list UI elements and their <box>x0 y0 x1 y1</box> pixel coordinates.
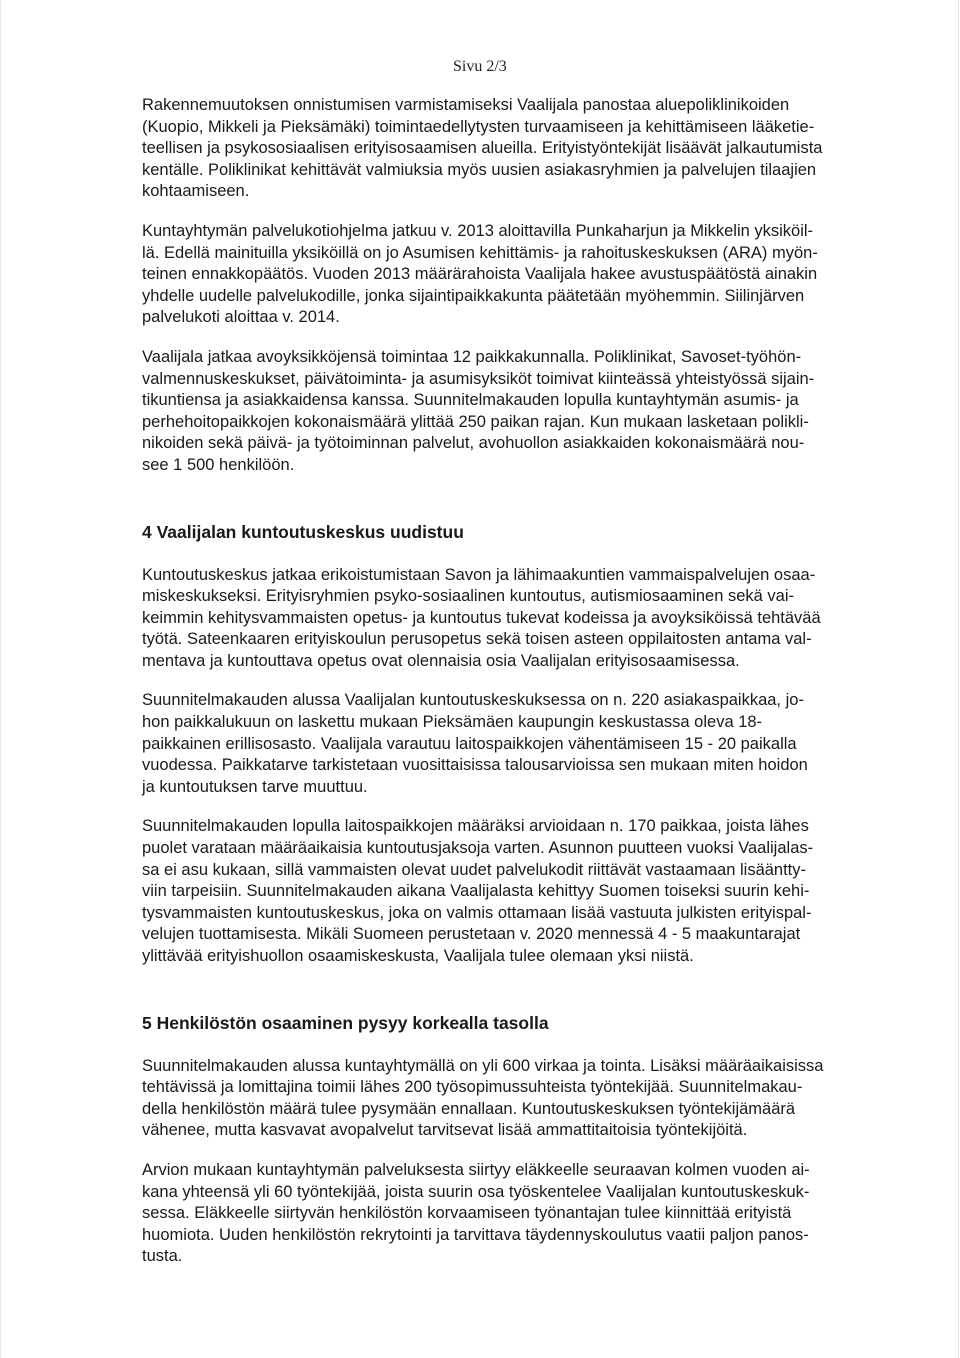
scan-edge-right <box>958 0 959 1358</box>
paragraph-rakennemuutos: Rakennemuutoksen onnistumisen varmistamiseksi Vaalijala panostaa aluepoliklinikoiden (Kuopio, Mikkeli ja Pieksämäki) toimintaedellytysten turvaamiseen ja kehittämiseen lääketie- teellisen ja psykososiaalisen erityisosaamisen alueilla. Erityistyöntekijät lisäävät jalkautumista kentälle. Poliklinikat kehittävät valmiuksia myös uusien asiakasryhmien ja palvelujen tilaajien kohtaamiseen. <box>142 96 823 201</box>
section-heading-5: 5 Henkilöstön osaaminen pysyy korkealla tasolla <box>142 1012 549 1033</box>
paragraph-henkilosto: Suunnitelmakauden alussa kuntayhtymällä on yli 600 virkaa ja tointa. Lisäksi määräaikaisissa tehtävissä ja lomittajina toimii lähes 200 työsopimussuhteista työntekijää. Suunnitelmakau- della henkilöstön määrä tulee pysymään ennallaan. Kuntoutuskeskuksen työntekijämäärä vähenee, mutta kasvavat avopalvelut tarvitsevat lisää ammattitaitoisia työntekijöitä. <box>142 1056 824 1140</box>
page-number: Sivu 2/3 <box>453 58 507 75</box>
paragraph-palvelukotiohjelma: Kuntayhtymän palvelukotiohjelma jatkuu v. 2013 aloittavilla Punkaharjun ja Mikkelin yksiköil- lä. Edellä mainituilla yksiköillä on jo Asumisen kehittämis- ja rahoituskeskuksen (ARA) myön- teinen ennakkopäätös. Vuoden 2013 määrärahoista Vaalijala hakee avustuspäätöstä ainakin yhdelle uudelle palvelukodille, jonka sijaintipaikkakunta päätetään myöhemmin. Siilinjärven palvelukoti aloittaa v. 2014. <box>142 221 818 327</box>
paragraph-kuntoutuskeskus: Kuntoutuskeskus jatkaa erikoistumistaan Savon ja lähimaakuntien vammaispalvelujen osaa- miskeskukseksi. Erityisryhmien psyko-sosiaalinen kuntoutus, autismiosaaminen sekä vai- keimmin kehitysvammaisten opetus- ja kuntoutus tukevat kodeissa ja avoyksiköissä tehtävää työtä. Sateenkaaren erityiskoulun perusopetus sekä toisen asteen oppilaitosten antama val- mentava ja kuntouttava opetus ovat olennaisia osia Vaalijalan erityisosaamisessa. <box>142 565 821 670</box>
scan-edge-left <box>0 0 1 1358</box>
paragraph-asiakaspaikat: Suunnitelmakauden alussa Vaalijalan kuntoutuskeskuksessa on n. 220 asiakaspaikkaa, jo- hon paikkalukuun on laskettu mukaan Pieksämäen kaupungin keskustassa oleva 18- paikkainen erillisosasto. Vaalijala varautuu laitospaikkojen vähentämiseen 15 - 20 paikalla vuodessa. Paikkatarve tarkistetaan vuosittaisissa talousarvioissa sen mukaan miten hoidon ja kuntoutuksen tarve muuttuu. <box>142 691 808 796</box>
paragraph-laitospaikat: Suunnitelmakauden lopulla laitospaikkojen määräksi arvioidaan n. 170 paikkaa, joista lähes puolet varataan määräaikaisia kuntoutusjaksoja varten. Asunnon puutteen vuoksi Vaalijalas- sa ei asu kukaan, sillä vammaisten olevat uudet palvelukodit riittävät vastaamaan lisääntty- viin tarpeisiin. Suunnitelmakauden aikana Vaalijalasta kehittyy Suomen toiseksi suurin kehi- tysvammaisten kuntoutuskeskus, joka on valmis ottamaan lisää vastuuta julkisten erityispal- velujen tuottamisesta. Mikäli Suomeen perustetaan v. 2020 mennessä 4 - 5 maakuntarajat ylittävää erityishuollon osaamiskeskusta, Vaalijala tulee olemaan yksi niistä. <box>142 817 814 965</box>
section-heading-4: 4 Vaalijalan kuntoutuskeskus uudistuu <box>142 521 464 542</box>
paragraph-elakkeelle: Arvion mukaan kuntayhtymän palveluksesta siirtyy eläkkeelle seuraavan kolmen vuoden ai- kana yhteensä yli 60 työntekijää, joista suurin osa työskentelee Vaalijalan kuntoutuskeskuk- sessa. Eläkkeelle siirtyvän henkilöstön korvaamiseen työnantajan tulee kiinnittää erityistä huomiota. Uuden henkilöstön rekrytointi ja tarvittava täydennyskoulutus vaatii paljon panos- tusta. <box>142 1160 810 1266</box>
paragraph-avoyksikot: Vaalijala jatkaa avoyksikköjensä toimintaa 12 paikkakunnalla. Poliklinikat, Savoset-työhön- valmennuskeskukset, päivätoiminta- ja asumisyksiköt toimivat kiinteässä yhteistyössä sijain- tikuntiensa ja asiakkaidensa kanssa. Suunnitelmakauden lopulla kuntayhtymän asumis- ja perhehoitopaikkojen kokonaismäärä ylittää 250 paikan rajan. Kun mukaan lasketaan polikli- nikoiden sekä päivä- ja työtoiminnan palvelut, avohuollon asiakkaiden kokonaismäärä nou- see 1 500 henkilöön. <box>142 347 815 474</box>
document-body <box>142 95 882 1268</box>
